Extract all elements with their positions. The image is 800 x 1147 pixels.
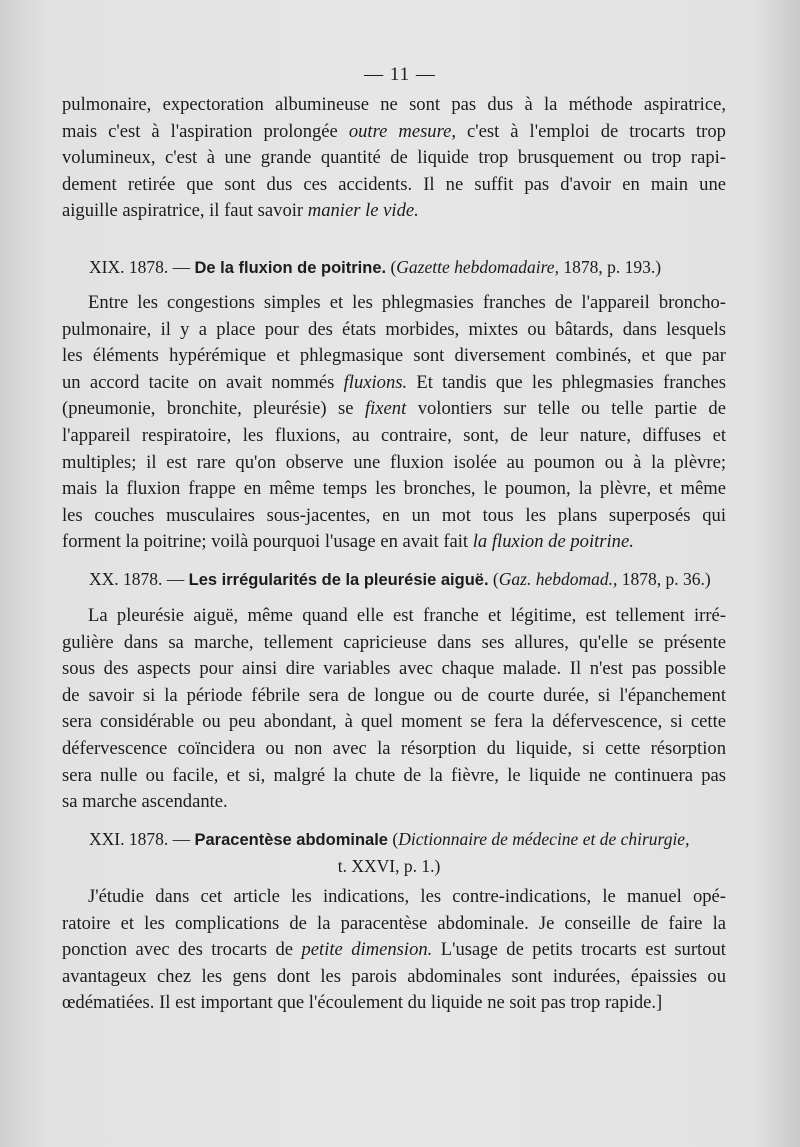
text-line: les éléments hypérémique et phlegmasique sont diversement combinés, et que par (62, 345, 726, 367)
text-line: La pleurésie aiguë, même quand elle est franche et légitime, est tellement irré- (88, 605, 726, 626)
text-line: (pneumonie, bronchite, pleurésie) se fixent volontiers sur telle ou telle partie de (62, 398, 726, 420)
text-line: œdématiées. Il est important que l'écoulement du liquide ne soit pas trop rapide.] (62, 992, 663, 1014)
reference-journal: Dictionnaire de médecine et de chirurgie, (398, 829, 690, 849)
text-line: défervescence coïncidera ou non avec la résorption du liquide, si cette résorption (62, 737, 726, 759)
intro-paragraph (62, 92, 726, 225)
text-line: les couches musculaires sous-jacentes, en un mot tous les plans superposés qui (62, 504, 726, 526)
text-line: gulière dans sa marche, tellement capricieuse dans ses allures, qu'elle se présente (62, 631, 726, 653)
section-title: Paracentèse abdominale (194, 831, 388, 849)
text-line: ratoire et les complications de la paracentèse abdominale. Je conseille de faire la (62, 912, 726, 934)
section-heading-xix: XIX. 1878. — De la fluxion de poitrine. (Gazette hebdomadaire, 1878, p. 193.) (89, 257, 662, 277)
text-line: volumineux, c'est à une grande quantité de liquide trop brusquement ou trop rapi- (62, 147, 726, 169)
section-title: De la fluxion de poitrine. (194, 259, 387, 277)
page-number: — 11 — (364, 64, 436, 85)
text-line: sa marche ascendante. (62, 791, 228, 813)
text-line: pulmonaire, il y a place pour des états morbides, mixtes ou bâtards, dans lesquels (62, 318, 726, 340)
text-line: sera considérable ou peu abondant, à quel moment se fera la défervescence, si cette (62, 711, 726, 733)
text-line: mais c'est à l'aspiration prolongée outre mesure, c'est à l'emploi de trocarts trop (62, 120, 726, 142)
text-line: aiguille aspiratrice, il faut savoir manier le vide. (62, 200, 419, 222)
text-line: forment la poitrine; voilà pourquoi l'usage en avait fait la fluxion de poitrine. (62, 531, 634, 553)
section-number: XIX. 1878. — (89, 257, 191, 277)
text-line: l'appareil respiratoire, les fluxions, au contraire, sont, de leur nature, diffuses et (62, 424, 726, 446)
text-line: Entre les congestions simples et les phlegmasies franches de l'appareil broncho- (88, 292, 726, 313)
text-line: sera nulle ou facile, et si, malgré la chute de la fièvre, le liquide ne continuera pas (62, 764, 726, 786)
reference-detail: t. XXVI, p. 1.) (337, 856, 441, 876)
section-title: Les irrégularités de la pleurésie aiguë. (188, 571, 489, 589)
text-line: un accord tacite on avait nommés fluxions. Et tandis que les phlegmasies franches (62, 371, 726, 393)
text-line: de savoir si la période fébrile sera de longue ou de courte durée, si l'épanchement (62, 684, 726, 706)
text-line: multiples; il est rare qu'on observe une fluxion isolée au poumon ou à la plèvre; (62, 451, 726, 473)
text-line: mais la fluxion frappe en même temps les bronches, le poumon, la plèvre, et même (62, 478, 726, 500)
reference-detail: 1878, p. 193.) (563, 257, 662, 277)
text-line: ponction avec des trocarts de petite dimension. L'usage de petits trocarts est surtout (62, 939, 726, 961)
reference-journal: Gaz. hebdomad., (498, 569, 618, 589)
text-line: avantageux chez les gens dont les parois abdominales sont indurées, épaissies ou (62, 965, 726, 987)
text-line: dement retirée que sont dus ces accidents. Il ne suffit pas d'avoir en main une (62, 173, 726, 195)
section-heading-xxi: XXI. 1878. — Paracentèse abdominale (Dictionnaire de médecine et de chirurgie, t. XXVI, p. 1.) (89, 826, 729, 879)
text-line: pulmonaire, expectoration albumineuse ne sont pas dus à la méthode aspiratrice, (62, 94, 726, 115)
section-number: XX. 1878. — (89, 569, 185, 589)
section-paragraph-xix (62, 290, 726, 556)
text-line: J'étudie dans cet article les indications, les contre-indications, le manuel opé- (88, 886, 726, 907)
reference-journal: Gazette hebdomadaire, (396, 257, 559, 277)
reference-detail: 1878, p. 36.) (621, 569, 711, 589)
section-heading-xx: XX. 1878. — Les irrégularités de la pleurésie aiguë. (Gaz. hebdomad., 1878, p. 36.) (89, 569, 711, 589)
text-line: sous des aspects pour ainsi dire variables avec chaque malade. Il n'est pas possible (62, 658, 726, 680)
section-paragraph-xxi (62, 884, 726, 1017)
section-number: XXI. 1878. — (89, 829, 191, 849)
section-paragraph-xx (62, 603, 726, 816)
